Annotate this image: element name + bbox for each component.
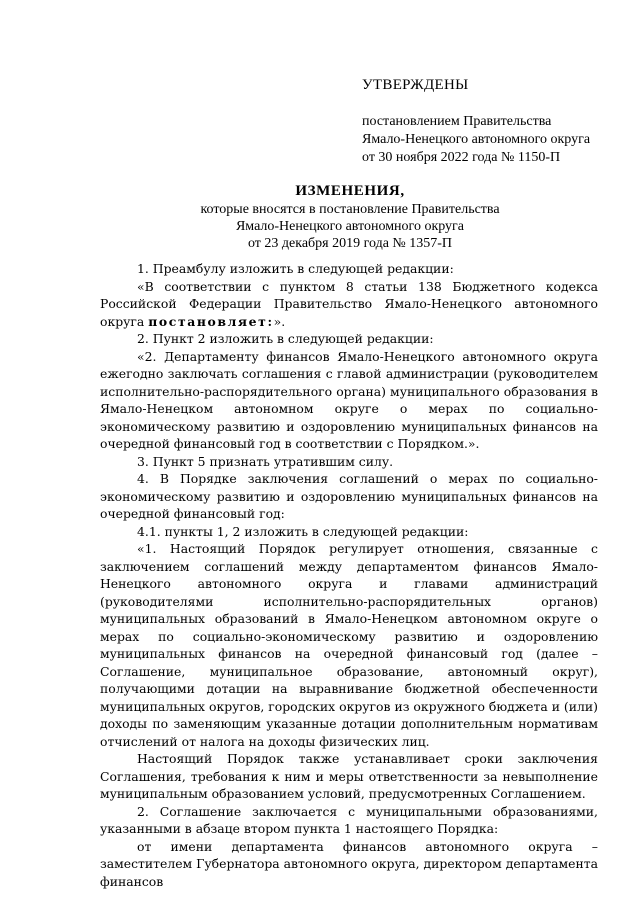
paragraph-text: «В соответствии с пунктом 8 статьи 138 Бюджетного кодекса Российской Федерации Правительство Ямало-Ненецкого автономного округа — [100, 278, 598, 329]
paragraph: 4. В Порядке заключения соглашений о мерах по социально-экономическому развитию и оздоровлению муниципальных финансов на очередной финансовый год: — [100, 471, 598, 521]
document-subtitle-line: от 23 декабря 2019 года № 1357-П — [247, 236, 453, 251]
document-subtitle-line: которые вносятся в постановление Правительства — [200, 202, 500, 217]
document-subtitle-line: Ямало-Ненецкого автономного округа — [235, 219, 465, 234]
document-body — [100, 260, 598, 890]
paragraph: от имени департамента финансов автономного округа – заместителем Губернатора автономного округа, директором департамента финансов — [100, 838, 598, 889]
approval-line: от 30 ноября 2022 года № 1150-П — [362, 150, 561, 165]
paragraph — [100, 278, 598, 331]
paragraph: 3. Пункт 5 признать утратившим силу. — [137, 453, 394, 469]
document-title-block — [0, 183, 640, 252]
paragraph: Настоящий Порядок также устанавливает сроки заключения Соглашения, требования к ним и меры ответственности за невыполнение муниципальным образованием условий, предусмотренных Соглашением. — [100, 751, 598, 801]
approval-stamp — [0, 0, 640, 165]
paragraph: «2. Департаменту финансов Ямало-Ненецкого автономного округа ежегодно заключать соглашения с главой администрации (руководителем исполнительно-распорядительного органа) муниципального образования в Ямало-Ненецком автономном округе о мерах по социально-экономическому развитию и оздоровлению муниципальных финансов на очередной финансовый год в соответствии с Порядком.». — [100, 348, 598, 451]
paragraph-text: ». — [273, 313, 286, 329]
paragraph: «1. Настоящий Порядок регулирует отношения, связанные с заключением соглашений между департаментом финансов Ямало-Ненецкого автономного округа и главами администраций (руководителями исполнительно-распорядительных органов) муниципальных образований в Ямало-Ненецком автономном округе о мерах по социально-экономическому развитию и оздоровлению муниципальных финансов на очередной финансовый год (далее – Соглашение, муниципальное образование, автономный округ), получающими дотации на выравнивание бюджетной обеспеченности муниципальных округов, городских округов из окружного бюджета и (или) доходы по заменяющим указанные дотации дополнительным нормативам отчислений от налога на доходы физических лиц. — [100, 541, 598, 749]
paragraph: 2. Пункт 2 изложить в следующей редакции: — [137, 331, 434, 346]
approval-line: Ямало-Ненецкого автономного округа — [362, 132, 591, 147]
approval-line: постановлением Правительства — [362, 114, 552, 129]
paragraph: 4.1. пункты 1, 2 изложить в следующей редакции: — [137, 523, 469, 539]
paragraph: 2. Соглашение заключается с муниципальными образованиями, указанными в абзаце втором пункта 1 настоящего Порядка: — [100, 803, 598, 836]
paragraph: 1. Преамбулу изложить в следующей редакции: — [137, 261, 454, 276]
emphasized-verb: постановляет: — [148, 313, 274, 329]
document-title: ИЗМЕНЕНИЯ, — [295, 183, 405, 199]
approval-heading: УТВЕРЖДЕНЫ — [362, 77, 469, 93]
